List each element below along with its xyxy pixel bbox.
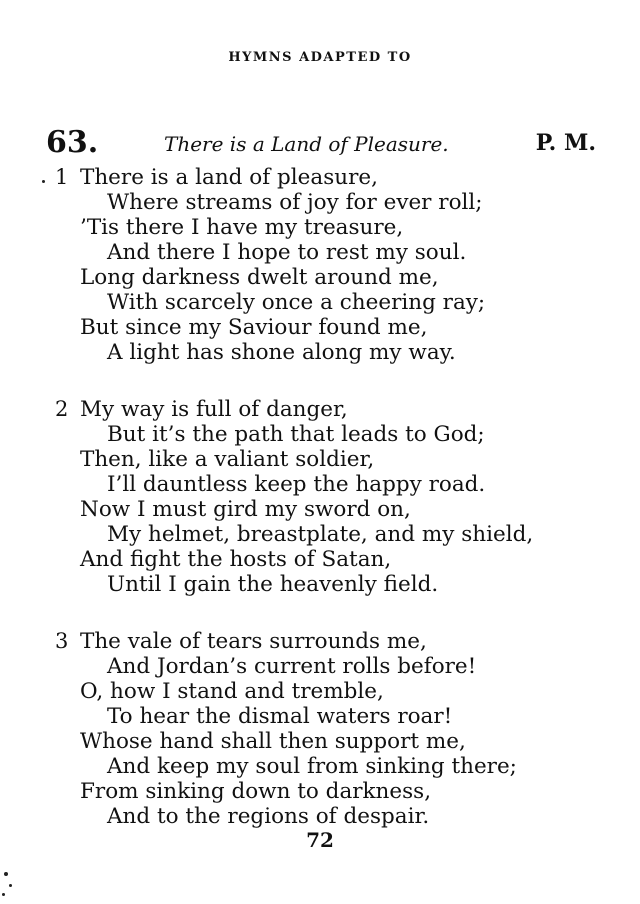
verse-line: But since my Saviour found me, [80,315,428,340]
verse-line: And fight the hosts of Satan, [80,547,392,572]
verse-line: My helmet, breastplate, and my shield, [107,522,534,547]
verse-line: Now I must gird my sword on, [80,497,411,522]
stanza-number: 1 [55,165,69,189]
verse-line: And Jordan’s current rolls before! [107,654,477,679]
hymn-meter: P. M. [535,130,596,156]
scan-speck [9,884,12,887]
verse-line: And there I hope to rest my soul. [107,240,467,265]
verse-line: Whose hand shall then support me, [80,729,466,754]
verse-line: And to the regions of despair. [107,804,430,829]
hymn-title: There is a Land of Pleasure. [164,132,449,156]
verse-line: But it’s the path that leads to God; [107,422,485,447]
running-head: HYMNS ADAPTED TO [228,50,412,65]
verse-line: With scarcely once a cheering ray; [107,290,486,315]
verse-line: Until I gain the heavenly field. [107,572,439,597]
verse-line: To hear the dismal waters roar! [107,704,453,729]
verse-line: From sinking down to darkness, [80,779,432,804]
scan-speck [4,872,8,876]
stanza-number: 2 [55,397,69,421]
verse-line: There is a land of pleasure, [80,165,378,190]
scan-speck [2,893,5,896]
stanza-number: 3 [55,629,69,653]
verse-line: Long darkness dwelt around me, [80,265,439,290]
verse-line: And keep my soul from sinking there; [107,754,517,779]
verse-line: A light has shone along my way. [107,340,456,365]
verse-line: ’Tis there I have my treasure, [80,215,404,240]
hymn-header [46,125,606,164]
page-number: 72 [306,828,334,852]
verse-line: The vale of tears surrounds me, [80,629,427,654]
scan-speck [42,180,45,183]
verse-line: I’ll dauntless keep the happy road. [107,472,486,497]
hymn-number: 63. [46,125,99,160]
verse-line: My way is full of danger, [80,397,348,422]
verse-line: Then, like a valiant soldier, [80,447,375,472]
verse-line: Where streams of joy for ever roll; [107,190,483,215]
verse-line: O, how I stand and tremble, [80,679,384,704]
